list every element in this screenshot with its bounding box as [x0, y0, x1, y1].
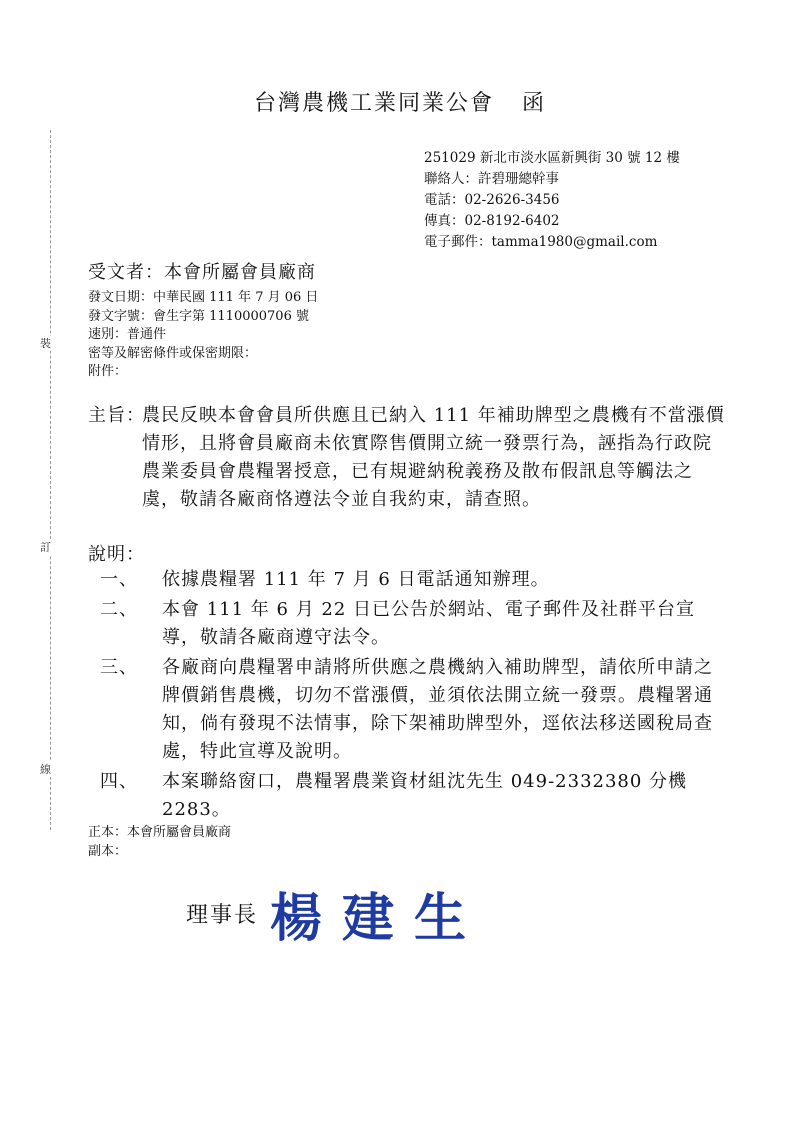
item-text: 本會 111 年 6 月 22 日已公告於網站、電子郵件及社群平台宣導，敬請各廠商遵守法令。: [162, 599, 696, 648]
subject-text: 農民反映本會會員所供應且已納入 111 年補助牌型之農機有不當漲價情形，且將會員廠商未依實際售價開立統一發票行為，誣指為行政院農業委員會農糧署授意，已有規避納稅義務及散布假訊息等觸法之虞，敬請各廠商恪遵法令並自我約束，請查照。: [142, 405, 725, 510]
original-recipients: 正本：本會所屬會員廠商: [88, 825, 232, 840]
binding-line: [50, 130, 51, 830]
list-item: [100, 596, 720, 652]
secrecy-level: 密等及解密條件或保密期限：: [88, 345, 258, 361]
document-meta: [88, 289, 318, 382]
copies-section: [88, 823, 231, 861]
duplicate-recipients: 副本：: [88, 844, 128, 859]
item-number: 二、: [100, 599, 138, 620]
item-text: 依據農糧署 111 年 7 月 6 日電話通知辦理。: [162, 569, 550, 590]
sender-fax: 傳真：02-8192-6402: [424, 213, 560, 229]
item-text: 本案聯絡窗口，農糧署農業資材組沈先生 049-2332380 分機 2283。: [162, 771, 688, 820]
subject-label: 主旨：: [88, 405, 145, 426]
sender-phone: 電話：02-2626-3456: [424, 192, 560, 208]
sender-info: [424, 148, 680, 253]
explanation-list: [100, 566, 720, 826]
signature-block: [186, 876, 486, 951]
binding-mark-ding: 訂: [40, 541, 51, 554]
sender-email: 電子郵件：tamma1980@gmail.com: [424, 234, 658, 250]
item-text: 各廠商向農糧署申請將所供應之農機納入補助牌型，請依所申請之牌價銷售農機，切勿不當漲價，並須依法開立統一發票。農糧署通知，倘有發現不法情事，除下架補助牌型外，逕依法移送國稅局查處，特此宣導及說明。: [162, 657, 713, 762]
list-item: [100, 566, 720, 594]
item-number: 一、: [100, 569, 138, 590]
item-number: 四、: [100, 771, 138, 792]
item-number: 三、: [100, 657, 138, 678]
attachments: 附件：: [88, 364, 128, 379]
signatory-title: 理事長: [186, 903, 259, 928]
document-type: 函: [522, 91, 547, 116]
list-item: [100, 654, 720, 766]
sender-address: 251029 新北市淡水區新興街 30 號 12 樓: [424, 150, 680, 166]
binding-mark-zhuang: 裝: [40, 337, 51, 350]
document-number: 發文字號：會生字第 1110000706 號: [88, 308, 309, 324]
signatory-name: 楊建生: [270, 889, 487, 949]
recipient: 受文者：本會所屬會員廠商: [88, 262, 316, 283]
explanation-label: 說明：: [88, 544, 145, 565]
binding-mark-xian: 線: [40, 763, 51, 776]
document-title: [0, 86, 800, 117]
issue-date: 發文日期：中華民國 111 年 7 月 06 日: [88, 290, 319, 305]
org-name: 台灣農機工業同業公會: [253, 91, 494, 116]
subject-section: [88, 402, 728, 514]
list-item: [100, 768, 720, 824]
sender-contact: 聯絡人：許碧珊總幹事: [424, 171, 559, 187]
delivery-speed: 速別：普通件: [88, 327, 167, 342]
